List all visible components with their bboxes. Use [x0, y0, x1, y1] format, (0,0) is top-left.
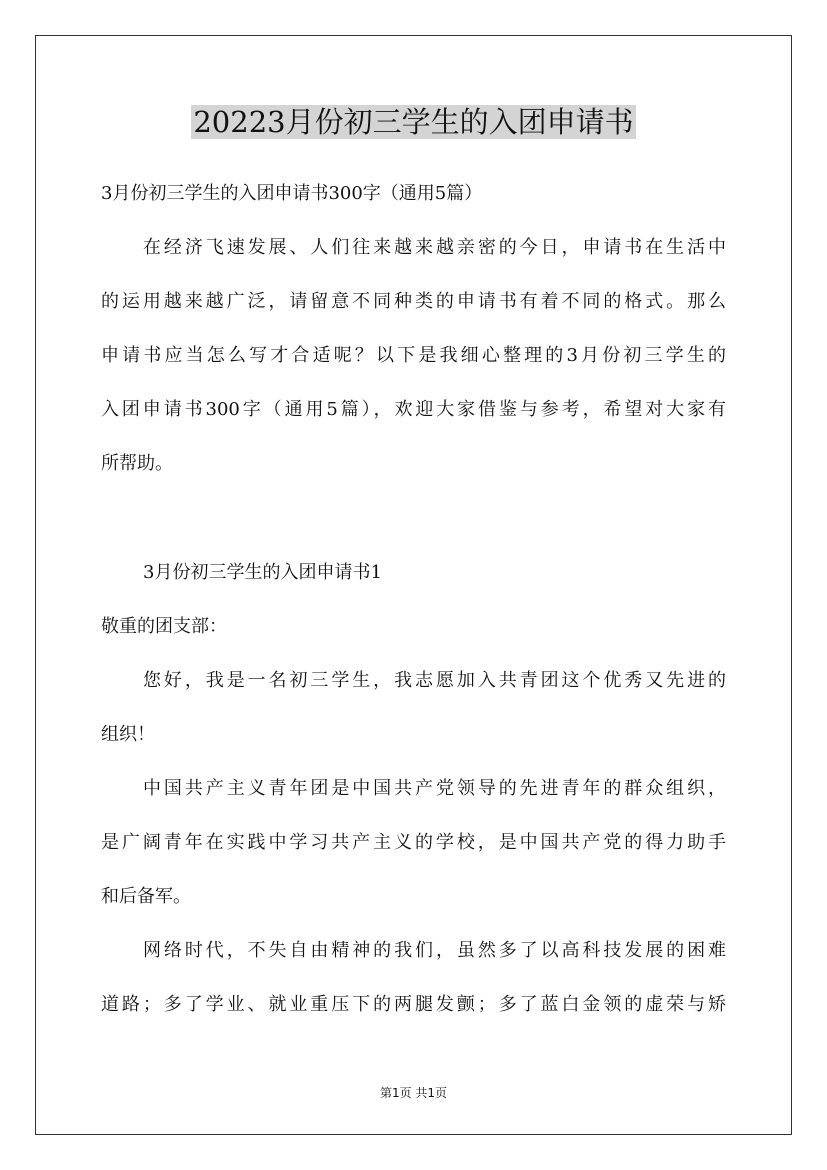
section-heading: 3月份初三学生的入团申请书1: [143, 562, 382, 583]
paragraph-line: 网络时代，不失自由精神的我们，虽然多了以高科技发展的困难: [143, 940, 726, 961]
intro-line: 在经济飞速发展、人们往来越来越亲密的今日，申请书在生活中: [143, 237, 726, 258]
salutation: 敬重的团支部：: [101, 616, 227, 637]
intro-line: 入团申请书300字（通用5篇），欢迎大家借鉴与参考，希望对大家有: [101, 399, 726, 420]
intro-line: 申请书应当怎么写才合适呢？以下是我细心整理的3月份初三学生的: [101, 345, 726, 366]
paragraph-line: 组织！: [101, 724, 155, 745]
intro-line: 所帮助。: [101, 453, 173, 474]
paragraph-line: 中国共产主义青年团是中国共产党领导的先进青年的群众组织，: [143, 778, 726, 799]
subtitle: 3月份初三学生的入团申请书300字（通用5篇）: [101, 183, 483, 204]
paragraph-line: 是广阔青年在实践中学习共产主义的学校，是中国共产党的得力助手: [101, 832, 726, 853]
intro-line: 的运用越来越广泛，请留意不同种类的申请书有着不同的格式。那么: [101, 291, 726, 312]
paragraph-line: 和后备军。: [101, 886, 191, 907]
document-title-text: 20223月份初三学生的入团申请书: [193, 105, 634, 139]
paragraph-line: 道路；多了学业、就业重压下的两腿发颤；多了蓝白金领的虚荣与矫: [101, 994, 726, 1015]
paragraph-line: 您好，我是一名初三学生，我志愿加入共青团这个优秀又先进的: [143, 670, 726, 691]
page-footer: 第1页 共1页: [379, 1086, 448, 1100]
document-title: [0, 100, 827, 144]
